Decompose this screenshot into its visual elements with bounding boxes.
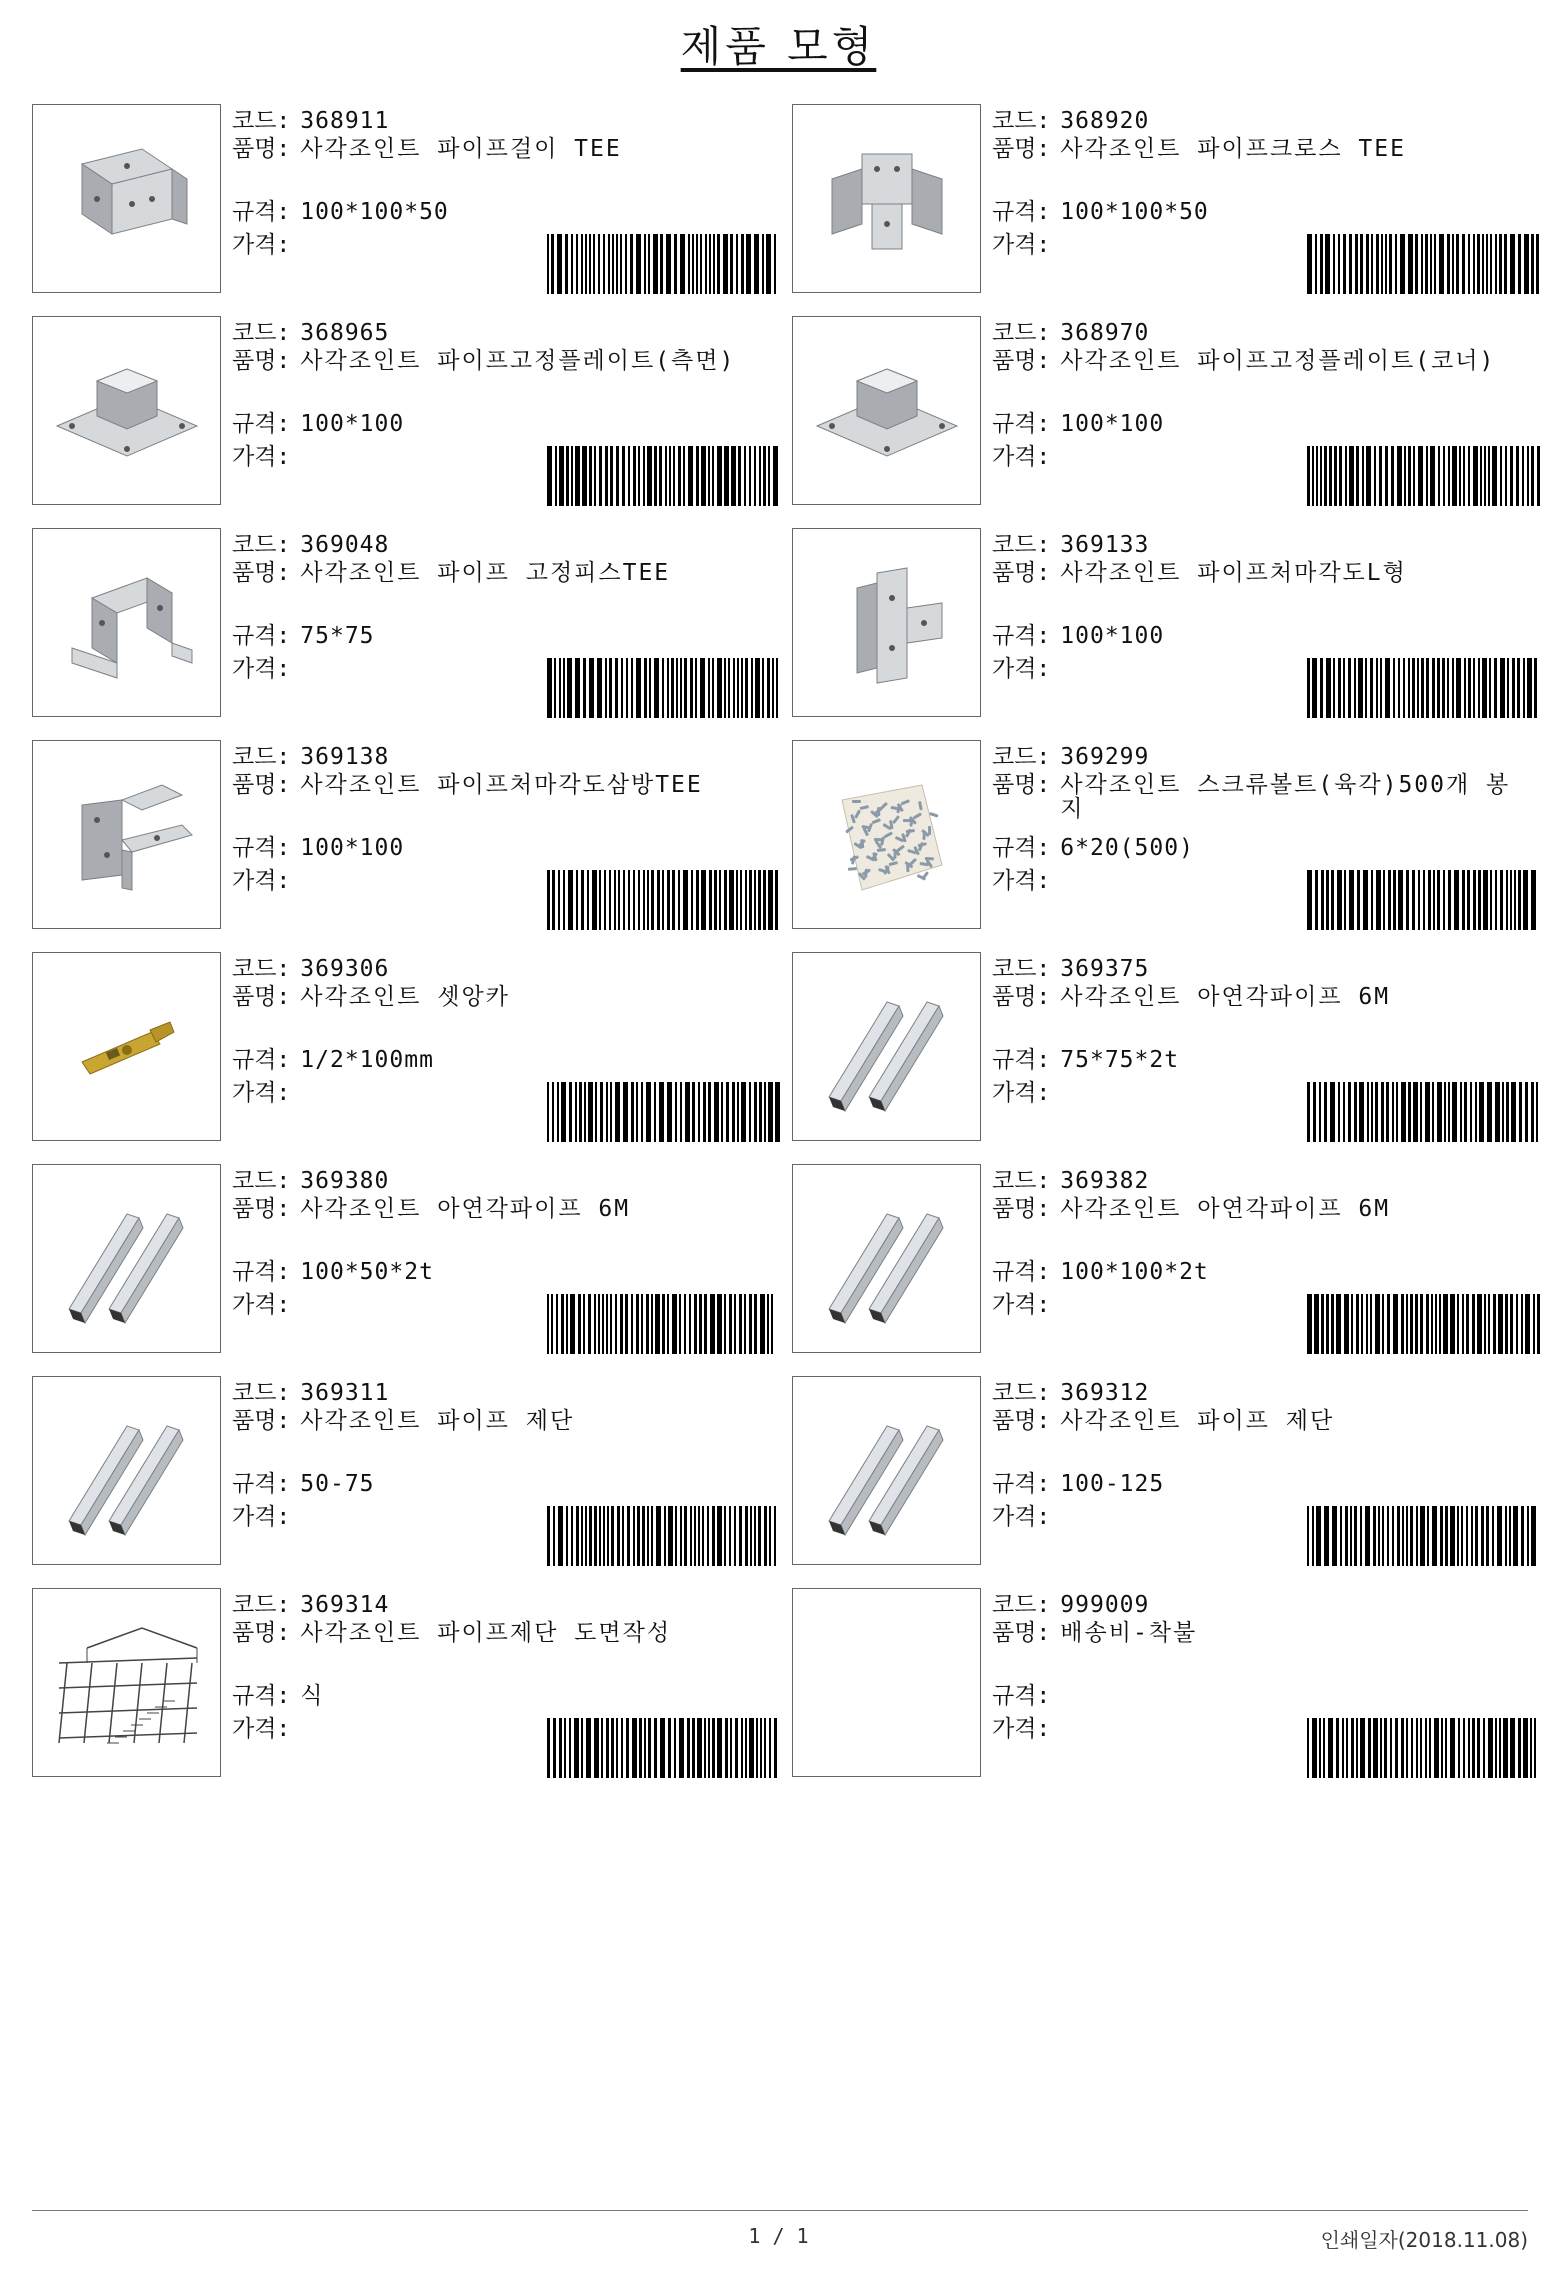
product-info — [232, 952, 780, 1143]
product-info — [232, 104, 780, 295]
base-plate-icon — [807, 341, 967, 481]
product-spec: 75*75 — [300, 623, 375, 649]
spec-label: 규격: — [992, 1683, 1051, 1709]
price-label: 가격: — [232, 444, 291, 470]
eave-bracket-icon — [812, 548, 962, 698]
spec-label: 규격: — [992, 623, 1051, 649]
barcode-image — [547, 1718, 780, 1778]
spec-label: 규격: — [992, 1259, 1051, 1285]
product-name: 사각조인트 셋앙카 — [300, 984, 510, 1010]
price-label: 가격: — [232, 1504, 291, 1530]
spec-label: 규격: — [232, 835, 291, 861]
barcode-image — [1307, 1082, 1540, 1142]
fixing-piece-icon — [52, 548, 202, 698]
product-info — [992, 316, 1540, 507]
price-label: 가격: — [232, 1716, 291, 1742]
product-name: 사각조인트 파이프크로스 TEE — [1060, 136, 1406, 162]
square-pipe-icon — [807, 1396, 967, 1546]
name-label: 품명: — [992, 1196, 1051, 1222]
product-spec: 100*100*50 — [300, 199, 449, 225]
name-label: 품명: — [232, 772, 291, 798]
product-info — [232, 528, 780, 719]
product-info — [992, 1164, 1540, 1355]
product-image — [792, 1588, 981, 1777]
product-card — [32, 952, 780, 1143]
product-image — [792, 316, 981, 505]
product-code: 369048 — [300, 532, 390, 558]
barcode-image — [1307, 1506, 1540, 1566]
code-label: 코드: — [992, 108, 1051, 134]
barcode-image — [547, 870, 780, 930]
product-code: 369382 — [1060, 1168, 1150, 1194]
product-info — [992, 740, 1540, 931]
product-info — [232, 316, 780, 507]
price-label: 가격: — [232, 1292, 291, 1318]
price-label: 가격: — [992, 868, 1051, 894]
name-label: 품명: — [992, 348, 1051, 374]
product-code: 369306 — [300, 956, 390, 982]
product-code: 368970 — [1060, 320, 1150, 346]
barcode-image — [1307, 1294, 1540, 1354]
code-label: 코드: — [992, 956, 1051, 982]
product-name: 사각조인트 파이프처마각도삼방TEE — [300, 772, 703, 798]
code-label: 코드: — [992, 1168, 1051, 1194]
product-info — [232, 1164, 780, 1355]
product-card — [32, 740, 780, 931]
name-label: 품명: — [992, 1408, 1051, 1434]
name-label: 품명: — [992, 560, 1051, 586]
product-image — [32, 1164, 221, 1353]
name-label: 품명: — [992, 772, 1051, 798]
product-spec: 식 — [300, 1683, 324, 1709]
product-image — [792, 1164, 981, 1353]
price-label: 가격: — [992, 232, 1051, 258]
spec-label: 규격: — [992, 1471, 1051, 1497]
barcode-image — [547, 658, 780, 718]
page-title: 제품 모형 — [680, 22, 877, 71]
spec-label: 규격: — [232, 1047, 291, 1073]
product-code: 368920 — [1060, 108, 1150, 134]
code-label: 코드: — [992, 744, 1051, 770]
product-name: 사각조인트 파이프고정플레이트(코너) — [1060, 348, 1496, 374]
product-card — [792, 1164, 1540, 1355]
square-pipe-icon — [47, 1184, 207, 1334]
product-image — [32, 1588, 221, 1777]
product-spec: 100*100*50 — [1060, 199, 1209, 225]
product-image — [32, 528, 221, 717]
spec-label: 규격: — [992, 1047, 1051, 1073]
price-label: 가격: — [992, 1716, 1051, 1742]
code-label: 코드: — [232, 956, 291, 982]
barcode-image — [1307, 446, 1540, 506]
price-label: 가격: — [992, 444, 1051, 470]
product-code: 369311 — [300, 1380, 390, 1406]
eave-tee-icon — [52, 760, 202, 910]
product-card — [792, 740, 1540, 931]
product-info — [992, 528, 1540, 719]
bracket-tee-icon — [52, 124, 202, 274]
product-info — [992, 1376, 1540, 1567]
product-image — [32, 316, 221, 505]
product-card — [792, 1376, 1540, 1567]
product-code: 368965 — [300, 320, 390, 346]
code-label: 코드: — [232, 744, 291, 770]
price-label: 가격: — [232, 232, 291, 258]
price-label: 가격: — [992, 1292, 1051, 1318]
product-image — [32, 740, 221, 929]
spec-label: 규격: — [232, 411, 291, 437]
bracket-cross-icon — [812, 124, 962, 274]
anchor-bolt-icon — [52, 972, 202, 1122]
spec-label: 규격: — [232, 1683, 291, 1709]
spec-label: 규격: — [992, 411, 1051, 437]
barcode-image — [547, 1506, 780, 1566]
product-card — [792, 528, 1540, 719]
product-code: 369375 — [1060, 956, 1150, 982]
code-label: 코드: — [992, 532, 1051, 558]
product-name: 사각조인트 아연각파이프 6M — [300, 1196, 631, 1222]
product-code: 368911 — [300, 108, 390, 134]
product-card — [792, 104, 1540, 295]
product-spec: 100*50*2t — [300, 1259, 434, 1285]
product-card — [32, 316, 780, 507]
square-pipe-icon — [47, 1396, 207, 1546]
product-code: 369312 — [1060, 1380, 1150, 1406]
spec-label: 규격: — [992, 835, 1051, 861]
product-code: 369380 — [300, 1168, 390, 1194]
print-date: 인쇄일자(2018.11.08) — [1320, 2228, 1528, 2252]
product-info — [232, 1588, 780, 1779]
product-image — [792, 1376, 981, 1565]
product-image — [792, 528, 981, 717]
name-label: 품명: — [992, 1620, 1051, 1646]
product-name: 사각조인트 스크류볼트(육각)500개 봉지 — [1060, 772, 1511, 822]
footer-divider — [32, 2210, 1528, 2211]
product-card — [32, 104, 780, 295]
barcode-image — [1307, 234, 1540, 294]
frame-drawing-icon — [47, 1608, 207, 1758]
name-label: 품명: — [232, 1620, 291, 1646]
spec-label: 규격: — [992, 199, 1051, 225]
product-name: 사각조인트 아연각파이프 6M — [1060, 984, 1391, 1010]
spec-label: 규격: — [232, 623, 291, 649]
product-card — [32, 1164, 780, 1355]
name-label: 품명: — [992, 984, 1051, 1010]
code-label: 코드: — [232, 1592, 291, 1618]
product-name: 사각조인트 파이프고정플레이트(측면) — [300, 348, 736, 374]
code-label: 코드: — [232, 532, 291, 558]
spec-label: 규격: — [232, 199, 291, 225]
product-code: 369314 — [300, 1592, 390, 1618]
product-name: 사각조인트 파이프 제단 — [1060, 1408, 1335, 1434]
name-label: 품명: — [232, 560, 291, 586]
price-label: 가격: — [992, 1080, 1051, 1106]
product-spec: 100-125 — [1060, 1471, 1165, 1497]
product-name: 사각조인트 파이프 제단 — [300, 1408, 575, 1434]
name-label: 품명: — [232, 1196, 291, 1222]
square-pipe-icon — [807, 972, 967, 1122]
barcode-image — [547, 1082, 780, 1142]
product-info — [992, 1588, 1540, 1779]
barcode-image — [547, 446, 780, 506]
code-label: 코드: — [232, 108, 291, 134]
product-code: 369299 — [1060, 744, 1150, 770]
price-label: 가격: — [232, 868, 291, 894]
product-spec: 100*100 — [300, 835, 405, 861]
product-spec: 1/2*100mm — [300, 1047, 434, 1073]
code-label: 코드: — [992, 320, 1051, 346]
barcode-image — [1307, 1718, 1540, 1778]
code-label: 코드: — [992, 1592, 1051, 1618]
spec-label: 규격: — [232, 1259, 291, 1285]
product-name: 사각조인트 아연각파이프 6M — [1060, 1196, 1391, 1222]
code-label: 코드: — [232, 320, 291, 346]
product-code: 999009 — [1060, 1592, 1150, 1618]
code-label: 코드: — [232, 1380, 291, 1406]
name-label: 품명: — [232, 136, 291, 162]
product-image — [792, 104, 981, 293]
product-image — [32, 1376, 221, 1565]
name-label: 품명: — [232, 984, 291, 1010]
product-info — [232, 740, 780, 931]
base-plate-icon — [47, 341, 207, 481]
product-code: 369133 — [1060, 532, 1150, 558]
product-info — [232, 1376, 780, 1567]
barcode-image — [547, 1294, 780, 1354]
product-spec: 100*100 — [300, 411, 405, 437]
name-label: 품명: — [992, 136, 1051, 162]
product-name: 사각조인트 파이프처마각도L형 — [1060, 560, 1407, 586]
product-image — [32, 104, 221, 293]
product-name: 사각조인트 파이프걸이 TEE — [300, 136, 622, 162]
product-card — [32, 1376, 780, 1567]
spec-label: 규격: — [232, 1471, 291, 1497]
product-name: 사각조인트 파이프제단 도면작성 — [300, 1620, 672, 1646]
screw-bag-icon — [812, 760, 962, 910]
price-label: 가격: — [992, 656, 1051, 682]
price-label: 가격: — [232, 656, 291, 682]
name-label: 품명: — [232, 1408, 291, 1434]
product-name: 사각조인트 파이프 고정피스TEE — [300, 560, 671, 586]
square-pipe-icon — [807, 1184, 967, 1334]
product-spec: 75*75*2t — [1060, 1047, 1180, 1073]
barcode-image — [1307, 658, 1540, 718]
code-label: 코드: — [992, 1380, 1051, 1406]
price-label: 가격: — [232, 1080, 291, 1106]
barcode-image — [1307, 870, 1540, 930]
product-card — [32, 528, 780, 719]
barcode-image — [547, 234, 780, 294]
product-spec: 100*100 — [1060, 623, 1165, 649]
product-spec: 50-75 — [300, 1471, 375, 1497]
product-spec: 6*20(500) — [1060, 835, 1194, 861]
product-image — [792, 740, 981, 929]
product-image — [32, 952, 221, 1141]
product-card — [792, 316, 1540, 507]
name-label: 품명: — [232, 348, 291, 374]
product-spec: 100*100*2t — [1060, 1259, 1209, 1285]
product-code: 369138 — [300, 744, 390, 770]
price-label: 가격: — [992, 1504, 1051, 1530]
product-image — [792, 952, 981, 1141]
product-info — [992, 104, 1540, 295]
code-label: 코드: — [232, 1168, 291, 1194]
product-card — [792, 1588, 1540, 1779]
product-card — [32, 1588, 780, 1779]
page-number: 1 / 1 — [748, 2224, 809, 2248]
product-info — [992, 952, 1540, 1143]
product-name: 배송비-착불 — [1060, 1620, 1198, 1646]
product-spec: 100*100 — [1060, 411, 1165, 437]
product-card — [792, 952, 1540, 1143]
